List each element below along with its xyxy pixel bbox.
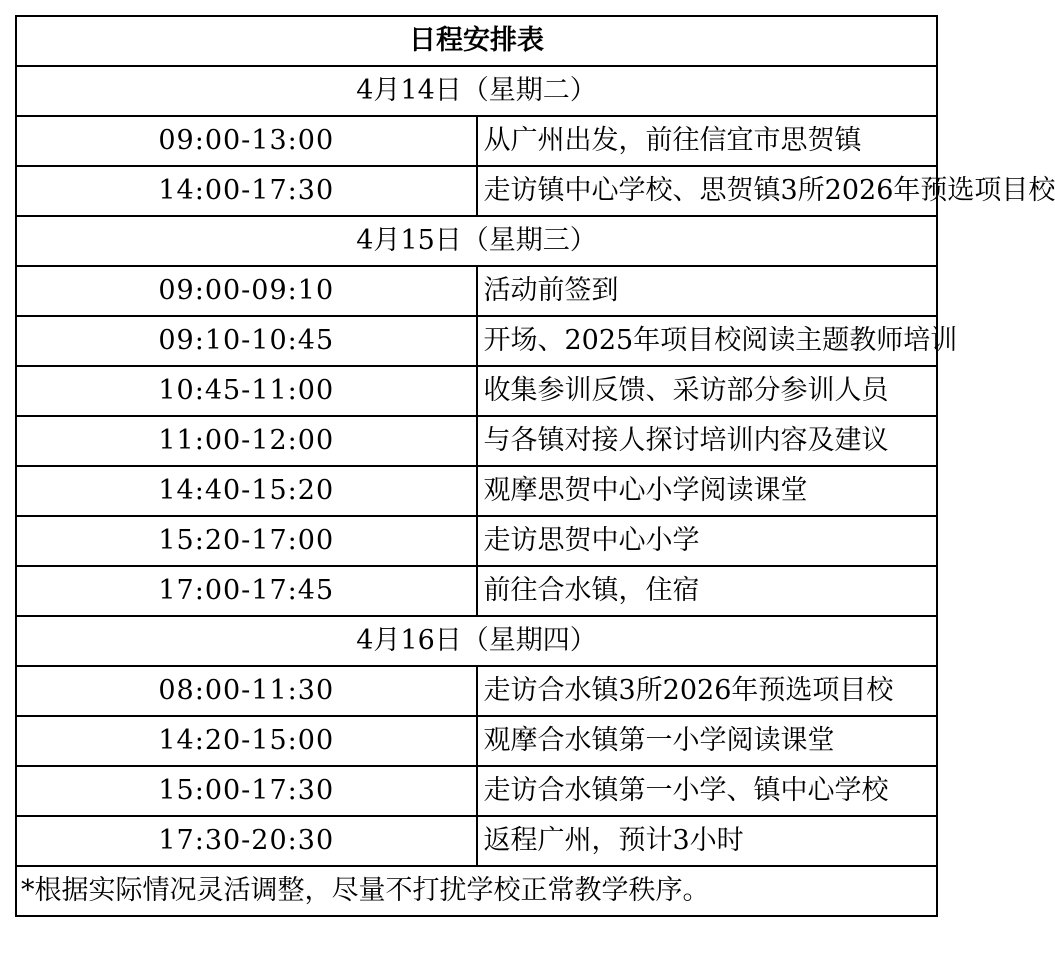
table-row <box>16 266 937 316</box>
activity-cell: 观摩思贺中心小学阅读课堂 <box>477 466 938 516</box>
time-cell: 17:30-20:30 <box>16 816 477 866</box>
footnote: *根据实际情况灵活调整，尽量不打扰学校正常教学秩序。 <box>16 866 937 916</box>
time-cell: 15:00-17:30 <box>16 766 477 816</box>
time-cell: 09:00-09:10 <box>16 266 477 316</box>
title-row <box>16 16 937 66</box>
date-header: 4月14日（星期二） <box>16 66 937 116</box>
activity-cell: 前往合水镇，住宿 <box>477 566 938 616</box>
activity-cell: 开场、2025年项目校阅读主题教师培训 <box>477 316 938 366</box>
date-row <box>16 216 937 266</box>
time-cell: 15:20-17:00 <box>16 516 477 566</box>
activity-cell: 走访思贺中心小学 <box>477 516 938 566</box>
table-row <box>16 416 937 466</box>
activity-cell: 与各镇对接人探讨培训内容及建议 <box>477 416 938 466</box>
date-header: 4月15日（星期三） <box>16 216 937 266</box>
table-row <box>16 316 937 366</box>
date-row <box>16 616 937 666</box>
note-row <box>16 866 937 916</box>
time-cell: 09:10-10:45 <box>16 316 477 366</box>
table-row <box>16 516 937 566</box>
activity-cell: 返程广州，预计3小时 <box>477 816 938 866</box>
table-row <box>16 366 937 416</box>
table-row <box>16 716 937 766</box>
date-header: 4月16日（星期四） <box>16 616 937 666</box>
date-row <box>16 66 937 116</box>
time-cell: 14:20-15:00 <box>16 716 477 766</box>
time-cell: 10:45-11:00 <box>16 366 477 416</box>
time-cell: 14:40-15:20 <box>16 466 477 516</box>
table-row <box>16 566 937 616</box>
activity-cell: 走访合水镇第一小学、镇中心学校 <box>477 766 938 816</box>
activity-cell: 从广州出发，前往信宜市思贺镇 <box>477 116 938 166</box>
table-row <box>16 816 937 866</box>
table-title: 日程安排表 <box>16 16 937 66</box>
time-cell: 08:00-11:30 <box>16 666 477 716</box>
activity-cell: 观摩合水镇第一小学阅读课堂 <box>477 716 938 766</box>
table-row <box>16 466 937 516</box>
table-row <box>16 116 937 166</box>
table-row <box>16 666 937 716</box>
schedule-table <box>15 15 1055 917</box>
activity-cell: 收集参训反馈、采访部分参训人员 <box>477 366 938 416</box>
time-cell: 17:00-17:45 <box>16 566 477 616</box>
time-cell: 11:00-12:00 <box>16 416 477 466</box>
table-row <box>16 166 937 216</box>
activity-cell: 走访镇中心学校、思贺镇3所2026年预选项目校 <box>477 166 938 216</box>
table-row <box>16 766 937 816</box>
activity-cell: 走访合水镇3所2026年预选项目校 <box>477 666 938 716</box>
time-cell: 14:00-17:30 <box>16 166 477 216</box>
time-cell: 09:00-13:00 <box>16 116 477 166</box>
activity-cell: 活动前签到 <box>477 266 938 316</box>
